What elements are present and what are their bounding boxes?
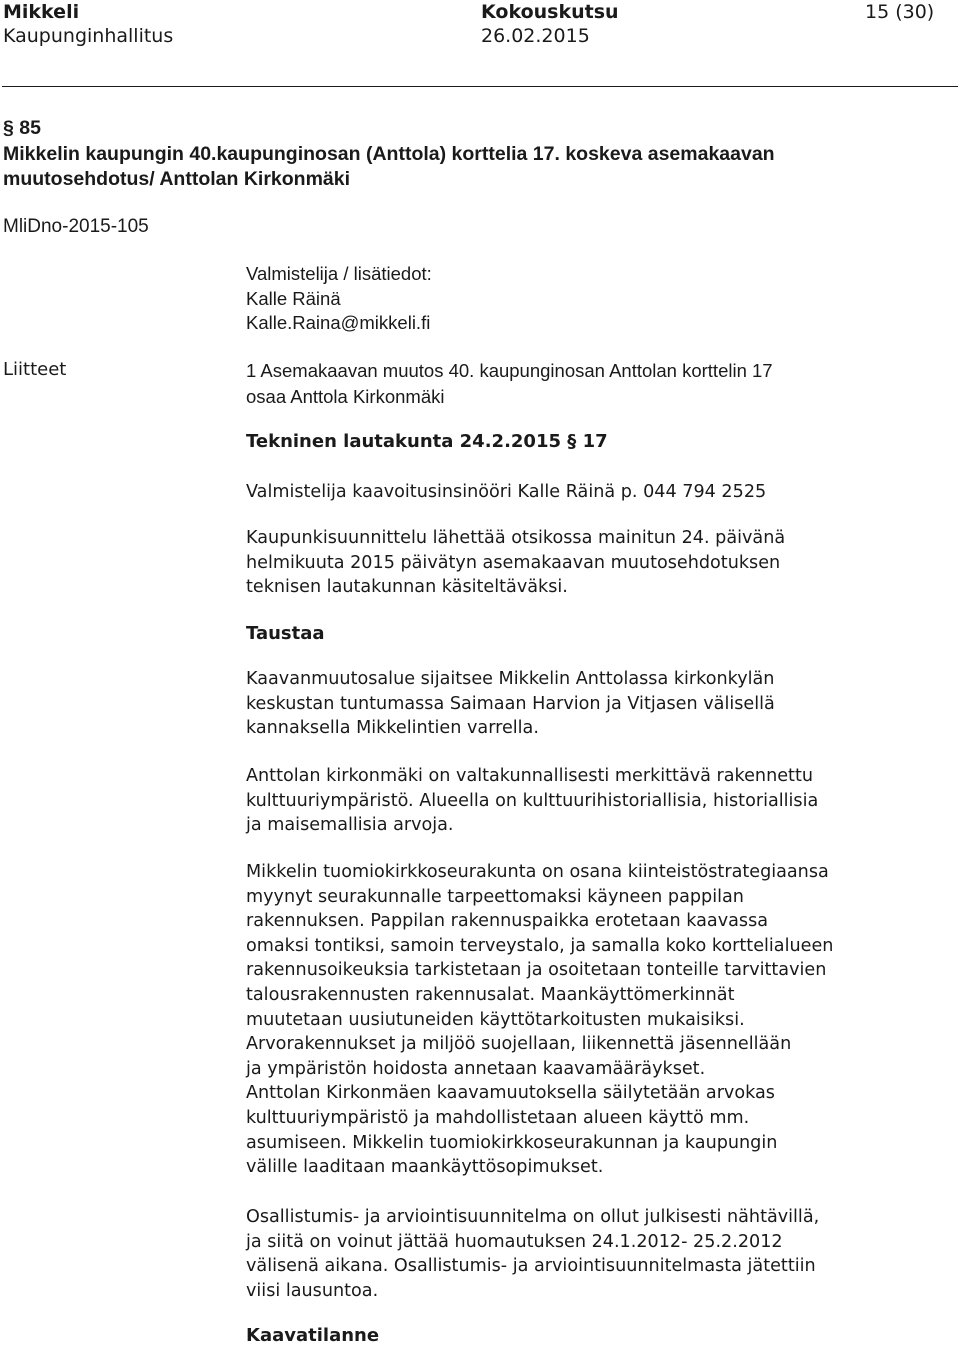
header-doc-type: Kokouskutsu [481,1,619,23]
paragraph-heritage [246,764,946,838]
attachment-item[interactable]: 1 Asemakaavan muutos 40. kaupunginosan Anttolan korttelin 17 [246,360,773,381]
text-line: viisi lausuntoa. [246,1280,379,1301]
section-sign-icon: § [567,431,577,452]
text-line: omaksi tontiksi, samoin terveystalo, ja samalla koko korttelialueen [246,935,834,956]
paragraph-intro [246,526,946,600]
text-line: Arvorakennukset ja miljöö suojellaan, liikennettä jäsennellään [246,1034,792,1055]
text-line: Kaavanmuutosalue sijaitsee Mikkelin Anttolassa kirkonkylän [246,669,775,689]
committee-title: Tekninen lautakunta 24.2.2015 [246,431,561,452]
text-line: kulttuuriympäristö ja mahdollistetaan alueen käyttö mm. [246,1107,750,1128]
item-title-block [3,116,775,193]
header-org: Mikkeli [3,1,80,23]
text-line: keskustan tuntumassa Saimaan Harvion ja Vitjasen välisellä [246,693,775,714]
paragraph-location [246,667,946,741]
heading-kaavatilanne: Kaavatilanne [246,1325,380,1346]
text-line: rakennusoikeuksia tarkistetaan ja osoitetaan tonteille tarvittavien [246,960,827,981]
text-line: Osallistumis- ja arviointisuunnitelma on ollut julkisesti nähtävillä, [246,1207,820,1227]
item-title-line: muutosehdotus/ Anttolan Kirkonmäki [3,168,351,190]
text-line: asumiseen. Mikkelin tuomiokirkkoseurakunnan ja kaupungin [246,1132,778,1153]
text-line: Anttolan Kirkonmäen kaavamuutoksella säilytetään arvokas [246,1083,775,1104]
text-line: ja maisemallisia arvoja. [246,815,454,836]
text-line: Kaupunkisuunnittelu lähettää otsikossa mainitun 24. päivänä [246,528,786,548]
preparer-label: Valmistelija / lisätiedot: [246,263,432,284]
item-number-line [3,116,775,142]
text-line: ja siitä on voinut jättää huomautuksen 24.1.2012- 25.2.2012 [246,1231,783,1252]
header-date: 26.02.2015 [481,25,590,47]
preparer-block [246,262,432,336]
preparer-name: Kalle Räinä [246,287,341,309]
committee-section-number: 17 [582,431,608,452]
text-line: teknisen lautakunnan käsiteltäväksi. [246,577,568,598]
header-body: Kaupunginhallitus [3,25,174,47]
committee-heading [246,430,608,454]
header-divider [2,86,958,87]
text-line: kulttuuriympäristö. Alueella on kulttuurihistoriallisia, historiallisia [246,790,819,811]
text-line: rakennuksen. Pappilan rakennuspaikka erotetaan kaavassa [246,911,769,932]
text-line: välisenä aikana. Osallistumis- ja arviointisuunnitelmasta jätettiin [246,1256,816,1277]
text-line: muutetaan uusiutuneiden käyttötarkoitusten mukaisiksi. [246,1009,745,1030]
text-line: ja ympäristön hoidosta annetaan kaavamääräykset. [246,1058,706,1079]
text-line: Mikkelin tuomiokirkkoseurakunta on osana kiinteistöstrategiaansa [246,862,829,882]
text-line: talousrakennusten rakennusalat. Maankäyttömerkinnät [246,984,735,1005]
attachments-label: Liitteet [3,359,67,380]
paragraph-parish-plan [246,860,946,1180]
text-line: myynyt seurakunnalle tarpeettomaksi käyneen pappilan [246,886,744,907]
item-number: 85 [19,117,41,139]
preparer-line: Valmistelija kaavoitusinsinööri Kalle Räinä p. 044 794 2525 [246,482,767,502]
preparer-email: Kalle.Raina@mikkeli.fi [246,312,431,333]
header-page-number: 15 (30) [865,1,935,23]
attachment-list [246,358,773,410]
text-line: Anttolan kirkonmäki on valtakunnallisesti merkittävä rakennettu [246,766,813,786]
item-title-line: Mikkelin kaupungin 40.kaupunginosan (Anttola) korttelia 17. koskeva asemakaavan [3,142,775,165]
text-line: kannaksella Mikkelintien varrella. [246,718,539,739]
text-line: helmikuuta 2015 päivätyn asemakaavan muutosehdotuksen [246,552,781,573]
document-number: MliDno-2015-105 [3,216,149,237]
paragraph-participation [246,1205,946,1303]
heading-taustaa: Taustaa [246,623,325,644]
section-sign-icon: § [3,117,14,139]
attachment-item-continued: osaa Anttola Kirkonmäki [246,386,445,407]
text-line: välille laaditaan maankäyttösopimukset. [246,1157,604,1178]
